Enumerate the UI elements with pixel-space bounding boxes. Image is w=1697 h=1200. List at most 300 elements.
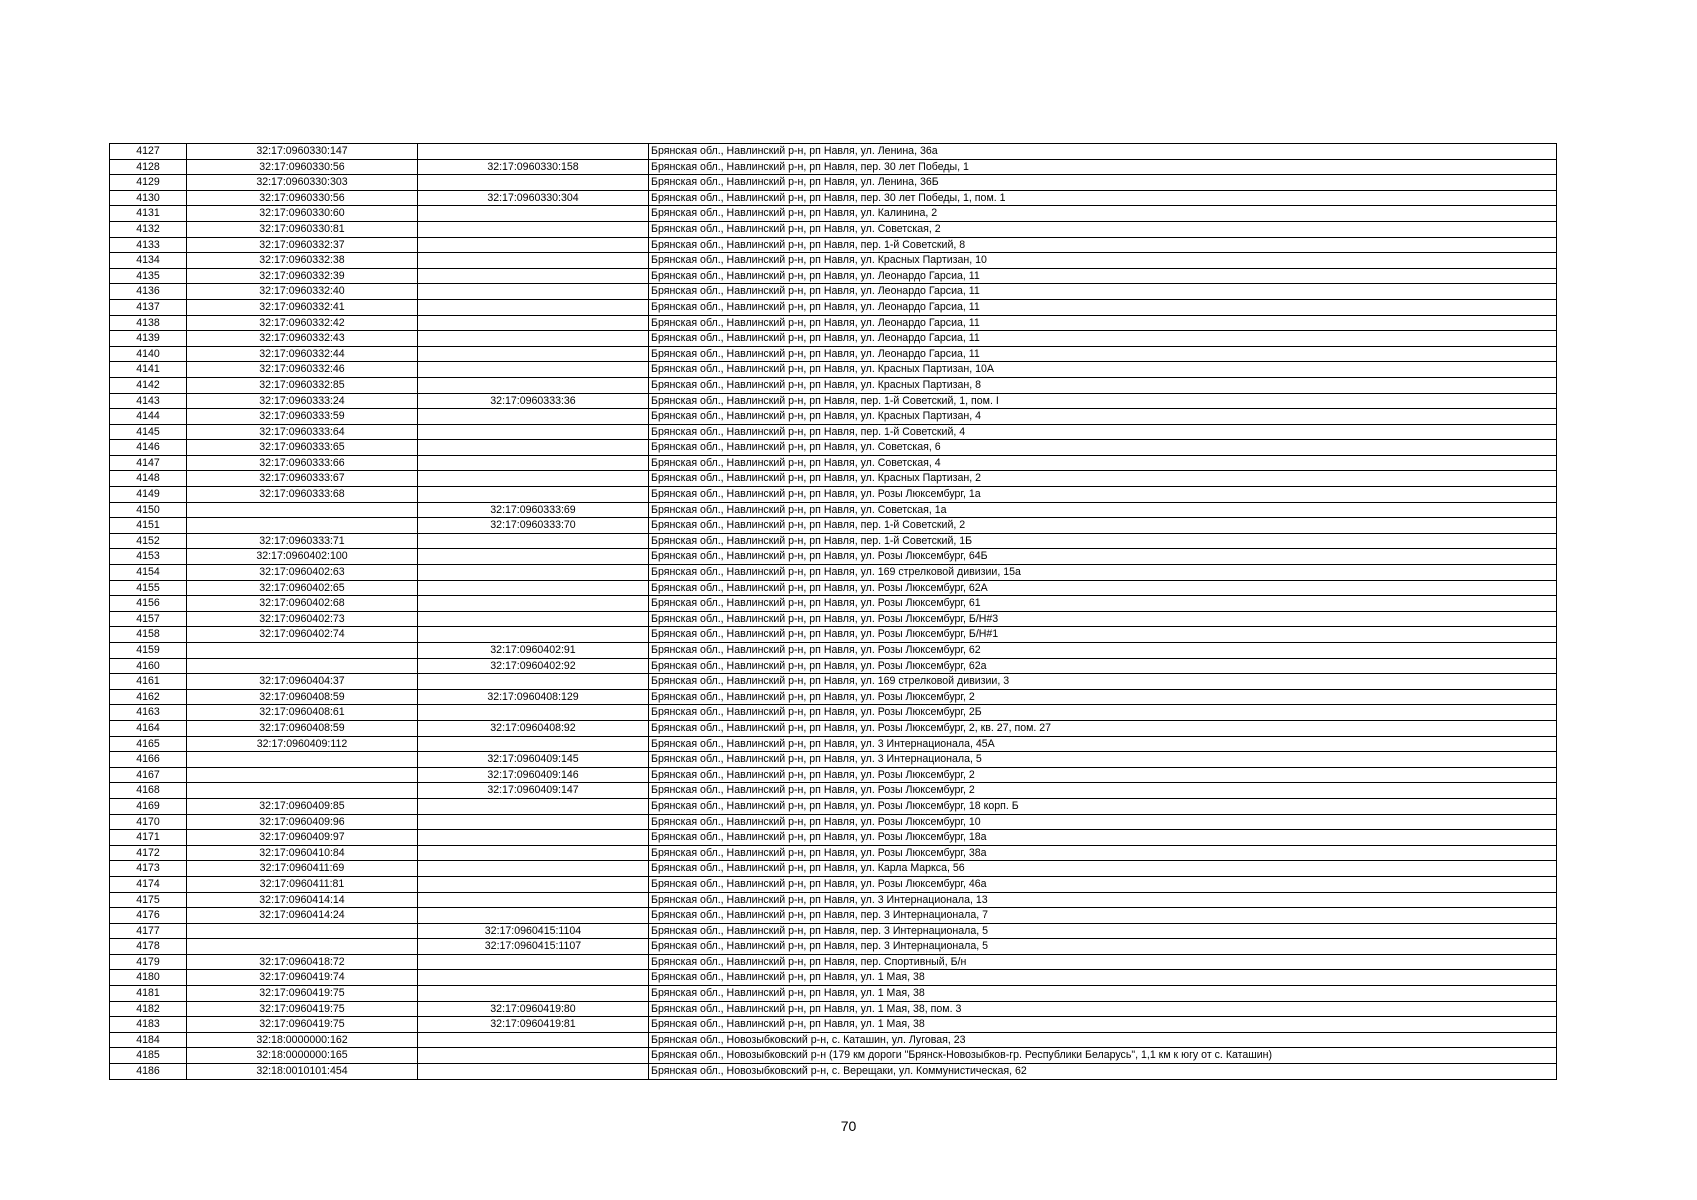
page-number: 70 bbox=[840, 1118, 857, 1134]
address-cell: Брянская обл., Навлинский р-н, рп Навля, ул. Розы Люксембург, 38а bbox=[649, 845, 1557, 861]
related-cadastral-number-cell bbox=[418, 986, 649, 1002]
related-cadastral-number-cell bbox=[418, 736, 649, 752]
row-number-cell: 4128 bbox=[110, 159, 187, 175]
table-row bbox=[110, 674, 1557, 690]
related-cadastral-number-cell bbox=[418, 253, 649, 269]
address-cell: Брянская обл., Навлинский р-н, рп Навля, пер. 1-й Советский, 1Б bbox=[649, 533, 1557, 549]
row-number-cell: 4182 bbox=[110, 1001, 187, 1017]
related-cadastral-number-cell: 32:17:0960402:91 bbox=[418, 643, 649, 659]
row-number-cell: 4160 bbox=[110, 658, 187, 674]
row-number-cell: 4132 bbox=[110, 221, 187, 237]
row-number-cell: 4127 bbox=[110, 144, 187, 160]
related-cadastral-number-cell bbox=[418, 284, 649, 300]
related-cadastral-number-cell bbox=[418, 970, 649, 986]
row-number-cell: 4164 bbox=[110, 720, 187, 736]
address-cell: Брянская обл., Навлинский р-н, рп Навля, ул. Советская, 2 bbox=[649, 221, 1557, 237]
related-cadastral-number-cell bbox=[418, 830, 649, 846]
table-row bbox=[110, 518, 1557, 534]
related-cadastral-number-cell bbox=[418, 1048, 649, 1064]
related-cadastral-number-cell bbox=[418, 237, 649, 253]
table-row bbox=[110, 611, 1557, 627]
table-row bbox=[110, 565, 1557, 581]
related-cadastral-number-cell bbox=[418, 268, 649, 284]
row-number-cell: 4142 bbox=[110, 377, 187, 393]
row-number-cell: 4147 bbox=[110, 455, 187, 471]
row-number-cell: 4176 bbox=[110, 908, 187, 924]
address-cell: Брянская обл., Навлинский р-н, рп Навля, ул. Красных Партизан, 10А bbox=[649, 362, 1557, 378]
related-cadastral-number-cell bbox=[418, 331, 649, 347]
cadastral-number-cell: 32:17:0960404:37 bbox=[187, 674, 418, 690]
row-number-cell: 4152 bbox=[110, 533, 187, 549]
cadastral-number-cell bbox=[187, 939, 418, 955]
row-number-cell: 4180 bbox=[110, 970, 187, 986]
cadastral-number-cell: 32:17:0960330:56 bbox=[187, 159, 418, 175]
related-cadastral-number-cell bbox=[418, 206, 649, 222]
address-cell: Брянская обл., Навлинский р-н, рп Навля, ул. Розы Люксембург, Б/Н#1 bbox=[649, 627, 1557, 643]
table-row bbox=[110, 237, 1557, 253]
row-number-cell: 4177 bbox=[110, 923, 187, 939]
row-number-cell: 4158 bbox=[110, 627, 187, 643]
address-cell: Брянская обл., Навлинский р-н, рп Навля, ул. Розы Люксембург, 62а bbox=[649, 658, 1557, 674]
related-cadastral-number-cell bbox=[418, 315, 649, 331]
address-cell: Брянская обл., Навлинский р-н, рп Навля, ул. Леонардо Гарсиа, 11 bbox=[649, 331, 1557, 347]
address-cell: Брянская обл., Навлинский р-н, рп Навля, пер. 3 Интернационала, 7 bbox=[649, 908, 1557, 924]
address-cell: Брянская обл., Навлинский р-н, рп Навля, пер. 1-й Советский, 8 bbox=[649, 237, 1557, 253]
related-cadastral-number-cell bbox=[418, 954, 649, 970]
cadastral-number-cell: 32:17:0960411:69 bbox=[187, 861, 418, 877]
address-cell: Брянская обл., Навлинский р-н, рп Навля, ул. Ленина, 36Б bbox=[649, 175, 1557, 191]
related-cadastral-number-cell bbox=[418, 845, 649, 861]
cadastral-number-cell: 32:17:0960402:65 bbox=[187, 580, 418, 596]
address-cell: Брянская обл., Навлинский р-н, рп Навля, ул. Советская, 6 bbox=[649, 440, 1557, 456]
address-cell: Брянская обл., Навлинский р-н, рп Навля, ул. Леонардо Гарсиа, 11 bbox=[649, 315, 1557, 331]
address-cell: Брянская обл., Навлинский р-н, рп Навля, ул. Розы Люксембург, 10 bbox=[649, 814, 1557, 830]
row-number-cell: 4169 bbox=[110, 798, 187, 814]
address-cell: Брянская обл., Навлинский р-н, рп Навля, ул. 1 Мая, 38, пом. 3 bbox=[649, 1001, 1557, 1017]
table-row bbox=[110, 206, 1557, 222]
cadastral-number-cell: 32:17:0960418:72 bbox=[187, 954, 418, 970]
cadastral-number-cell: 32:18:0000000:162 bbox=[187, 1032, 418, 1048]
cadastral-number-cell: 32:17:0960333:68 bbox=[187, 487, 418, 503]
related-cadastral-number-cell: 32:17:0960408:129 bbox=[418, 689, 649, 705]
address-cell: Брянская обл., Навлинский р-н, рп Навля, ул. Розы Люксембург, 1а bbox=[649, 487, 1557, 503]
related-cadastral-number-cell: 32:17:0960333:69 bbox=[418, 502, 649, 518]
table-row bbox=[110, 1048, 1557, 1064]
table-row bbox=[110, 424, 1557, 440]
address-cell: Брянская обл., Навлинский р-н, рп Навля, ул. 169 стрелковой дивизии, 15а bbox=[649, 565, 1557, 581]
table-row bbox=[110, 1001, 1557, 1017]
table-row bbox=[110, 346, 1557, 362]
related-cadastral-number-cell bbox=[418, 1064, 649, 1080]
cadastral-number-cell: 32:17:0960410:84 bbox=[187, 845, 418, 861]
address-cell: Брянская обл., Навлинский р-н, рп Навля, пер. 30 лет Победы, 1 bbox=[649, 159, 1557, 175]
related-cadastral-number-cell: 32:17:0960333:36 bbox=[418, 393, 649, 409]
table-row bbox=[110, 284, 1557, 300]
cadastral-number-cell: 32:17:0960332:41 bbox=[187, 299, 418, 315]
table-row bbox=[110, 736, 1557, 752]
table-row bbox=[110, 861, 1557, 877]
address-cell: Брянская обл., Навлинский р-н, рп Навля, ул. Розы Люксембург, 2Б bbox=[649, 705, 1557, 721]
row-number-cell: 4151 bbox=[110, 518, 187, 534]
table-row bbox=[110, 830, 1557, 846]
cadastral-number-cell: 32:17:0960419:74 bbox=[187, 970, 418, 986]
address-cell: Брянская обл., Навлинский р-н, рп Навля, ул. Советская, 1а bbox=[649, 502, 1557, 518]
table-row bbox=[110, 471, 1557, 487]
cadastral-number-cell: 32:17:0960332:38 bbox=[187, 253, 418, 269]
related-cadastral-number-cell: 32:17:0960409:145 bbox=[418, 752, 649, 768]
row-number-cell: 4146 bbox=[110, 440, 187, 456]
row-number-cell: 4162 bbox=[110, 689, 187, 705]
related-cadastral-number-cell: 32:17:0960415:1107 bbox=[418, 939, 649, 955]
related-cadastral-number-cell bbox=[418, 346, 649, 362]
table-row bbox=[110, 377, 1557, 393]
row-number-cell: 4136 bbox=[110, 284, 187, 300]
table-row bbox=[110, 752, 1557, 768]
cadastral-number-cell: 32:17:0960411:81 bbox=[187, 876, 418, 892]
cadastral-number-cell: 32:17:0960330:81 bbox=[187, 221, 418, 237]
related-cadastral-number-cell: 32:17:0960409:146 bbox=[418, 767, 649, 783]
address-cell: Брянская обл., Навлинский р-н, рп Навля, ул. Леонардо Гарсиа, 11 bbox=[649, 268, 1557, 284]
table-row bbox=[110, 221, 1557, 237]
address-cell: Брянская обл., Навлинский р-н, рп Навля, ул. Розы Люксембург, Б/Н#3 bbox=[649, 611, 1557, 627]
related-cadastral-number-cell bbox=[418, 440, 649, 456]
row-number-cell: 4133 bbox=[110, 237, 187, 253]
address-cell: Брянская обл., Навлинский р-н, рп Навля, ул. Калинина, 2 bbox=[649, 206, 1557, 222]
table-row bbox=[110, 954, 1557, 970]
row-number-cell: 4134 bbox=[110, 253, 187, 269]
row-number-cell: 4179 bbox=[110, 954, 187, 970]
related-cadastral-number-cell bbox=[418, 596, 649, 612]
related-cadastral-number-cell bbox=[418, 409, 649, 425]
table-row bbox=[110, 175, 1557, 191]
related-cadastral-number-cell bbox=[418, 377, 649, 393]
row-number-cell: 4149 bbox=[110, 487, 187, 503]
cadastral-number-cell: 32:18:0010101:454 bbox=[187, 1064, 418, 1080]
row-number-cell: 4173 bbox=[110, 861, 187, 877]
cadastral-number-cell bbox=[187, 502, 418, 518]
table-row bbox=[110, 299, 1557, 315]
address-cell: Брянская обл., Навлинский р-н, рп Навля, ул. Красных Партизан, 10 bbox=[649, 253, 1557, 269]
row-number-cell: 4185 bbox=[110, 1048, 187, 1064]
cadastral-number-cell: 32:17:0960330:56 bbox=[187, 190, 418, 206]
address-cell: Брянская обл., Навлинский р-н, рп Навля, пер. 1-й Советский, 4 bbox=[649, 424, 1557, 440]
row-number-cell: 4139 bbox=[110, 331, 187, 347]
row-number-cell: 4159 bbox=[110, 643, 187, 659]
related-cadastral-number-cell bbox=[418, 580, 649, 596]
related-cadastral-number-cell: 32:17:0960419:81 bbox=[418, 1017, 649, 1033]
cadastral-number-cell: 32:17:0960414:24 bbox=[187, 908, 418, 924]
row-number-cell: 4131 bbox=[110, 206, 187, 222]
table-row bbox=[110, 190, 1557, 206]
address-cell: Брянская обл., Навлинский р-н, рп Навля, ул. Розы Люксембург, 2 bbox=[649, 783, 1557, 799]
row-number-cell: 4161 bbox=[110, 674, 187, 690]
row-number-cell: 4170 bbox=[110, 814, 187, 830]
cadastral-number-cell: 32:18:0000000:165 bbox=[187, 1048, 418, 1064]
address-cell: Брянская обл., Навлинский р-н, рп Навля, пер. Спортивный, Б/н bbox=[649, 954, 1557, 970]
row-number-cell: 4157 bbox=[110, 611, 187, 627]
table-row bbox=[110, 455, 1557, 471]
table-row bbox=[110, 798, 1557, 814]
address-cell: Брянская обл., Навлинский р-н, рп Навля, пер. 1-й Советский, 1, пом. I bbox=[649, 393, 1557, 409]
cadastral-number-cell: 32:17:0960409:96 bbox=[187, 814, 418, 830]
related-cadastral-number-cell: 32:17:0960419:80 bbox=[418, 1001, 649, 1017]
address-cell: Брянская обл., Навлинский р-н, рп Навля, ул. Розы Люксембург, 62А bbox=[649, 580, 1557, 596]
row-number-cell: 4181 bbox=[110, 986, 187, 1002]
address-cell: Брянская обл., Навлинский р-н, рп Навля, ул. Красных Партизан, 8 bbox=[649, 377, 1557, 393]
row-number-cell: 4166 bbox=[110, 752, 187, 768]
cadastral-number-cell: 32:17:0960402:73 bbox=[187, 611, 418, 627]
row-number-cell: 4178 bbox=[110, 939, 187, 955]
cadastral-number-cell: 32:17:0960332:39 bbox=[187, 268, 418, 284]
table-row bbox=[110, 970, 1557, 986]
related-cadastral-number-cell bbox=[418, 362, 649, 378]
address-cell: Брянская обл., Навлинский р-н, рп Навля, ул. Розы Люксембург, 61 bbox=[649, 596, 1557, 612]
address-cell: Брянская обл., Навлинский р-н, рп Навля, ул. Леонардо Гарсиа, 11 bbox=[649, 346, 1557, 362]
address-cell: Брянская обл., Навлинский р-н, рп Навля, ул. Красных Партизан, 4 bbox=[649, 409, 1557, 425]
cadastral-number-cell: 32:17:0960402:74 bbox=[187, 627, 418, 643]
row-number-cell: 4129 bbox=[110, 175, 187, 191]
cadastral-number-cell: 32:17:0960402:68 bbox=[187, 596, 418, 612]
row-number-cell: 4141 bbox=[110, 362, 187, 378]
cadastral-number-cell: 32:17:0960332:44 bbox=[187, 346, 418, 362]
related-cadastral-number-cell bbox=[418, 565, 649, 581]
address-cell: Брянская обл., Навлинский р-н, рп Навля, пер. 1-й Советский, 2 bbox=[649, 518, 1557, 534]
address-cell: Брянская обл., Новозыбковский р-н, с. Верещаки, ул. Коммунистическая, 62 bbox=[649, 1064, 1557, 1080]
related-cadastral-number-cell bbox=[418, 533, 649, 549]
related-cadastral-number-cell bbox=[418, 424, 649, 440]
cadastral-number-cell: 32:17:0960333:71 bbox=[187, 533, 418, 549]
related-cadastral-number-cell bbox=[418, 798, 649, 814]
cadastral-number-cell bbox=[187, 643, 418, 659]
row-number-cell: 4168 bbox=[110, 783, 187, 799]
cadastral-number-cell: 32:17:0960333:24 bbox=[187, 393, 418, 409]
address-cell: Брянская обл., Навлинский р-н, рп Навля, ул. 1 Мая, 38 bbox=[649, 1017, 1557, 1033]
address-cell: Брянская обл., Навлинский р-н, рп Навля, ул. 1 Мая, 38 bbox=[649, 986, 1557, 1002]
table-row bbox=[110, 502, 1557, 518]
related-cadastral-number-cell: 32:17:0960409:147 bbox=[418, 783, 649, 799]
related-cadastral-number-cell bbox=[418, 705, 649, 721]
address-cell: Брянская обл., Навлинский р-н, рп Навля, ул. 1 Мая, 38 bbox=[649, 970, 1557, 986]
related-cadastral-number-cell bbox=[418, 892, 649, 908]
related-cadastral-number-cell bbox=[418, 487, 649, 503]
table-row bbox=[110, 1064, 1557, 1080]
related-cadastral-number-cell bbox=[418, 908, 649, 924]
cadastral-number-cell: 32:17:0960333:64 bbox=[187, 424, 418, 440]
table-row bbox=[110, 767, 1557, 783]
address-cell: Брянская обл., Навлинский р-н, рп Навля, ул. Леонардо Гарсиа, 11 bbox=[649, 299, 1557, 315]
address-cell: Брянская обл., Навлинский р-н, рп Навля, ул. Розы Люксембург, 64Б bbox=[649, 549, 1557, 565]
address-cell: Брянская обл., Навлинский р-н, рп Навля, ул. Леонардо Гарсиа, 11 bbox=[649, 284, 1557, 300]
cadastral-number-cell: 32:17:0960332:46 bbox=[187, 362, 418, 378]
row-number-cell: 4175 bbox=[110, 892, 187, 908]
related-cadastral-number-cell: 32:17:0960408:92 bbox=[418, 720, 649, 736]
address-cell: Брянская обл., Новозыбковский р-н, с. Каташин, ул. Луговая, 23 bbox=[649, 1032, 1557, 1048]
row-number-cell: 4171 bbox=[110, 830, 187, 846]
table-row bbox=[110, 580, 1557, 596]
row-number-cell: 4145 bbox=[110, 424, 187, 440]
table-row bbox=[110, 253, 1557, 269]
cadastral-number-cell: 32:17:0960402:63 bbox=[187, 565, 418, 581]
address-cell: Брянская обл., Навлинский р-н, рп Навля, пер. 3 Интернационала, 5 bbox=[649, 923, 1557, 939]
address-cell: Брянская обл., Навлинский р-н, рп Навля, ул. Розы Люксембург, 2 bbox=[649, 767, 1557, 783]
cadastral-number-cell: 32:17:0960333:59 bbox=[187, 409, 418, 425]
cadastral-number-cell bbox=[187, 767, 418, 783]
row-number-cell: 4165 bbox=[110, 736, 187, 752]
table-row bbox=[110, 627, 1557, 643]
address-cell: Брянская обл., Навлинский р-н, рп Навля, пер. 3 Интернационала, 5 bbox=[649, 939, 1557, 955]
row-number-cell: 4167 bbox=[110, 767, 187, 783]
table-row bbox=[110, 549, 1557, 565]
related-cadastral-number-cell bbox=[418, 627, 649, 643]
table-row bbox=[110, 159, 1557, 175]
row-number-cell: 4153 bbox=[110, 549, 187, 565]
row-number-cell: 4148 bbox=[110, 471, 187, 487]
cadastral-number-cell: 32:17:0960408:59 bbox=[187, 720, 418, 736]
table-row bbox=[110, 596, 1557, 612]
cadastral-number-cell: 32:17:0960409:85 bbox=[187, 798, 418, 814]
cadastral-number-cell: 32:17:0960330:60 bbox=[187, 206, 418, 222]
cadastral-number-cell bbox=[187, 783, 418, 799]
table-row bbox=[110, 409, 1557, 425]
table-row bbox=[110, 689, 1557, 705]
address-cell: Брянская обл., Навлинский р-н, рп Навля, ул. Советская, 4 bbox=[649, 455, 1557, 471]
related-cadastral-number-cell bbox=[418, 455, 649, 471]
address-cell: Брянская обл., Навлинский р-н, рп Навля, ул. 3 Интернационала, 5 bbox=[649, 752, 1557, 768]
cadastral-number-cell bbox=[187, 518, 418, 534]
row-number-cell: 4172 bbox=[110, 845, 187, 861]
row-number-cell: 4150 bbox=[110, 502, 187, 518]
cadastral-number-cell: 32:17:0960408:61 bbox=[187, 705, 418, 721]
related-cadastral-number-cell bbox=[418, 876, 649, 892]
table-row bbox=[110, 268, 1557, 284]
cadastral-number-cell: 32:17:0960330:303 bbox=[187, 175, 418, 191]
address-cell: Брянская обл., Навлинский р-н, рп Навля, ул. 169 стрелковой дивизии, 3 bbox=[649, 674, 1557, 690]
related-cadastral-number-cell bbox=[418, 299, 649, 315]
row-number-cell: 4143 bbox=[110, 393, 187, 409]
table-row bbox=[110, 939, 1557, 955]
related-cadastral-number-cell bbox=[418, 861, 649, 877]
registry-table-body bbox=[110, 144, 1557, 1080]
related-cadastral-number-cell: 32:17:0960330:304 bbox=[418, 190, 649, 206]
cadastral-number-cell: 32:17:0960332:85 bbox=[187, 377, 418, 393]
table-row bbox=[110, 362, 1557, 378]
cadastral-number-cell: 32:17:0960419:75 bbox=[187, 1001, 418, 1017]
address-cell: Брянская обл., Новозыбковский р-н (179 км дороги "Брянск-Новозыбков-гр. Республики Беларусь", 1,1 км к югу от с. Каташин) bbox=[649, 1048, 1557, 1064]
table-row bbox=[110, 643, 1557, 659]
row-number-cell: 4144 bbox=[110, 409, 187, 425]
cadastral-number-cell: 32:17:0960333:66 bbox=[187, 455, 418, 471]
table-row bbox=[110, 1017, 1557, 1033]
related-cadastral-number-cell: 32:17:0960330:158 bbox=[418, 159, 649, 175]
address-cell: Брянская обл., Навлинский р-н, рп Навля, ул. Розы Люксембург, 18а bbox=[649, 830, 1557, 846]
table-row bbox=[110, 986, 1557, 1002]
table-row bbox=[110, 705, 1557, 721]
row-number-cell: 4138 bbox=[110, 315, 187, 331]
table-row bbox=[110, 331, 1557, 347]
table-row bbox=[110, 533, 1557, 549]
address-cell: Брянская обл., Навлинский р-н, рп Навля, ул. Розы Люксембург, 2 bbox=[649, 689, 1557, 705]
row-number-cell: 4130 bbox=[110, 190, 187, 206]
cadastral-number-cell bbox=[187, 658, 418, 674]
table-row bbox=[110, 144, 1557, 160]
related-cadastral-number-cell bbox=[418, 674, 649, 690]
related-cadastral-number-cell: 32:17:0960333:70 bbox=[418, 518, 649, 534]
cadastral-number-cell: 32:17:0960414:14 bbox=[187, 892, 418, 908]
row-number-cell: 4183 bbox=[110, 1017, 187, 1033]
table-row bbox=[110, 1032, 1557, 1048]
address-cell: Брянская обл., Навлинский р-н, рп Навля, ул. Красных Партизан, 2 bbox=[649, 471, 1557, 487]
related-cadastral-number-cell bbox=[418, 1032, 649, 1048]
table-row bbox=[110, 393, 1557, 409]
related-cadastral-number-cell bbox=[418, 471, 649, 487]
address-cell: Брянская обл., Навлинский р-н, рп Навля, ул. Ленина, 36а bbox=[649, 144, 1557, 160]
row-number-cell: 4137 bbox=[110, 299, 187, 315]
address-cell: Брянская обл., Навлинский р-н, рп Навля, ул. Карла Маркса, 56 bbox=[649, 861, 1557, 877]
cadastral-number-cell: 32:17:0960419:75 bbox=[187, 1017, 418, 1033]
table-row bbox=[110, 923, 1557, 939]
cadastral-number-cell bbox=[187, 923, 418, 939]
related-cadastral-number-cell: 32:17:0960415:1104 bbox=[418, 923, 649, 939]
related-cadastral-number-cell bbox=[418, 144, 649, 160]
cadastral-number-cell: 32:17:0960332:37 bbox=[187, 237, 418, 253]
cadastral-number-cell: 32:17:0960402:100 bbox=[187, 549, 418, 565]
table-row bbox=[110, 720, 1557, 736]
address-cell: Брянская обл., Навлинский р-н, рп Навля, ул. Розы Люксембург, 46а bbox=[649, 876, 1557, 892]
table-row bbox=[110, 876, 1557, 892]
cadastral-number-cell: 32:17:0960409:97 bbox=[187, 830, 418, 846]
related-cadastral-number-cell bbox=[418, 814, 649, 830]
table-row bbox=[110, 892, 1557, 908]
row-number-cell: 4174 bbox=[110, 876, 187, 892]
table-row bbox=[110, 814, 1557, 830]
table-row bbox=[110, 783, 1557, 799]
row-number-cell: 4156 bbox=[110, 596, 187, 612]
address-cell: Брянская обл., Навлинский р-н, рп Навля, ул. Розы Люксембург, 2, кв. 27, пом. 27 bbox=[649, 720, 1557, 736]
table-row bbox=[110, 845, 1557, 861]
row-number-cell: 4163 bbox=[110, 705, 187, 721]
cadastral-number-cell: 32:17:0960409:112 bbox=[187, 736, 418, 752]
cadastral-number-cell: 32:17:0960333:65 bbox=[187, 440, 418, 456]
property-registry-table bbox=[109, 143, 1557, 1080]
table-row bbox=[110, 487, 1557, 503]
cadastral-number-cell: 32:17:0960419:75 bbox=[187, 986, 418, 1002]
related-cadastral-number-cell: 32:17:0960402:92 bbox=[418, 658, 649, 674]
related-cadastral-number-cell bbox=[418, 549, 649, 565]
cadastral-number-cell: 32:17:0960408:59 bbox=[187, 689, 418, 705]
cadastral-number-cell: 32:17:0960332:43 bbox=[187, 331, 418, 347]
table-row bbox=[110, 908, 1557, 924]
table-row bbox=[110, 658, 1557, 674]
related-cadastral-number-cell bbox=[418, 175, 649, 191]
related-cadastral-number-cell bbox=[418, 611, 649, 627]
cadastral-number-cell: 32:17:0960333:67 bbox=[187, 471, 418, 487]
address-cell: Брянская обл., Навлинский р-н, рп Навля, ул. Розы Люксембург, 62 bbox=[649, 643, 1557, 659]
address-cell: Брянская обл., Навлинский р-н, рп Навля, ул. 3 Интернационала, 13 bbox=[649, 892, 1557, 908]
row-number-cell: 4140 bbox=[110, 346, 187, 362]
cadastral-number-cell: 32:17:0960330:147 bbox=[187, 144, 418, 160]
table-row bbox=[110, 315, 1557, 331]
cadastral-number-cell: 32:17:0960332:42 bbox=[187, 315, 418, 331]
row-number-cell: 4154 bbox=[110, 565, 187, 581]
row-number-cell: 4186 bbox=[110, 1064, 187, 1080]
cadastral-number-cell bbox=[187, 752, 418, 768]
related-cadastral-number-cell bbox=[418, 221, 649, 237]
row-number-cell: 4135 bbox=[110, 268, 187, 284]
cadastral-number-cell: 32:17:0960332:40 bbox=[187, 284, 418, 300]
address-cell: Брянская обл., Навлинский р-н, рп Навля, ул. Розы Люксембург, 18 корп. Б bbox=[649, 798, 1557, 814]
address-cell: Брянская обл., Навлинский р-н, рп Навля, пер. 30 лет Победы, 1, пом. 1 bbox=[649, 190, 1557, 206]
row-number-cell: 4184 bbox=[110, 1032, 187, 1048]
